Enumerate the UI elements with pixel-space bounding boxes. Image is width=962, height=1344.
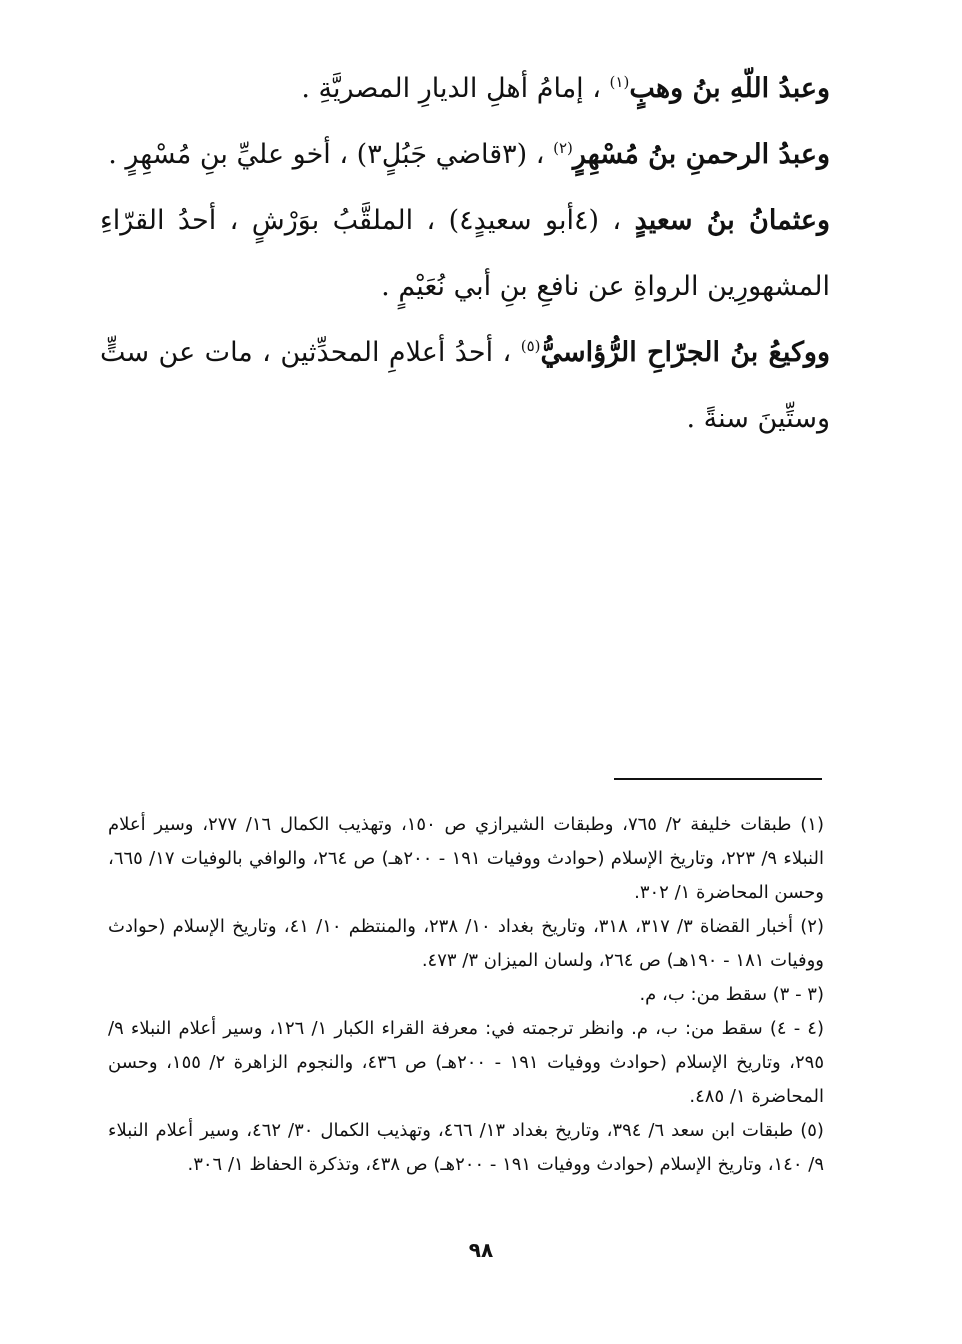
footnote-ref: (٥) [520,337,541,355]
page-number: ٩٨ [468,1238,494,1262]
footnote-ref: (٢) [553,139,573,157]
entry-text: ، (٣قاضي جَبُلٍ٣) ، أخو عليِّ بنِ مُسْهِرٍ . [108,139,545,170]
entry-uthman-ibn-said [100,188,830,320]
entry-name: وعثمانُ بنُ سعيدٍ [634,205,830,236]
footnote-3: (٣ - ٣) سقط من: ب، م. [639,984,824,1005]
footnote-1: (١) طبقات خليفة ٢/ ٧٦٥، وطبقات الشيرازي ص ١٥٠، وتهذيب الكمال ١٦/ ٢٧٧، وسير أعلام النبلاء ٩/ ٢٢٣، وتاريخ الإسلام (حوادث ووفيات ١٩١ - ٢٠٠هـ) ص ٢٦٤، والوافي بالوفيات ١٧/ ٦٦٥، وحسن المحاضرة ١/ ٣٠٢. [108,814,824,903]
footnote-5: (٥) طبقات ابن سعد ٦/ ٣٩٤، وتاريخ بغداد ١٣/ ٤٦٦، وتهذيب الكمال ٣٠/ ٤٦٢، وسير أعلام النبلاء ٩/ ١٤٠، وتاريخ الإسلام (حوادث ووفيات ١٩١ - ٢٠٠هـ) ص ٤٣٨، وتذكرة الحفاظ ١/ ٣٠٦. [108,1120,824,1175]
footnote-2: (٢) أخبار القضاة ٣/ ٣١٧، ٣١٨، وتاريخ بغداد ١٠/ ٢٣٨، والمنتظم ١٠/ ٤١، وتاريخ الإسلام (حوادث ووفيات ١٨١ - ١٩٠هـ) ص ٢٦٤، ولسان الميزان ٣/ ٤٧٣. [108,916,824,971]
footnotes [108,808,824,1182]
entry-name: وعبدُ الرحمنِ بنُ مُسْهِرٍ [572,139,830,170]
entry-name: وعبدُ اللّهِ بنُ وهبٍ [629,73,830,104]
entry-text: ، (٤أبو سعيدٍ٤) ، الملقَّبُ بوَرْشٍ ، أحدُ القرّاءِ المشهورِين الرواةِ عن نافعِ بنِ أبي نُعَيْمٍ . [100,205,830,302]
entry-ibn-wahb [100,56,830,122]
footnote-separator [614,778,822,780]
entry-name: ووكيعُ بنُ الجرّاحِ الرُّؤاسيُّ [540,337,831,368]
footnote-ref: (١) [609,73,630,91]
entry-ibn-mushir [100,122,830,188]
entry-text: ، أحدُ أعلامِ المحدِّثين ، مات عن ستٍّ وستِّينَ سنةً . [100,337,830,434]
footnote-4: (٤ - ٤) سقط من: ب، م. وانظر ترجمته في: معرفة القراء الكبار ١/ ١٢٦، وسير أعلام النبلاء ٩/ ٢٩٥، وتاريخ الإسلام (حوادث ووفيات ١٩١ - ٢٠٠هـ) ص ٤٣٦، والنجوم الزاهرة ٢/ ١٥٥، وحسن المحاضرة ١/ ٤٨٥. [108,1018,824,1107]
entry-waki [100,320,830,452]
main-text [100,56,830,452]
entry-text: ، إمامُ أهلِ الديارِ المصريَّةِ . [301,73,601,104]
